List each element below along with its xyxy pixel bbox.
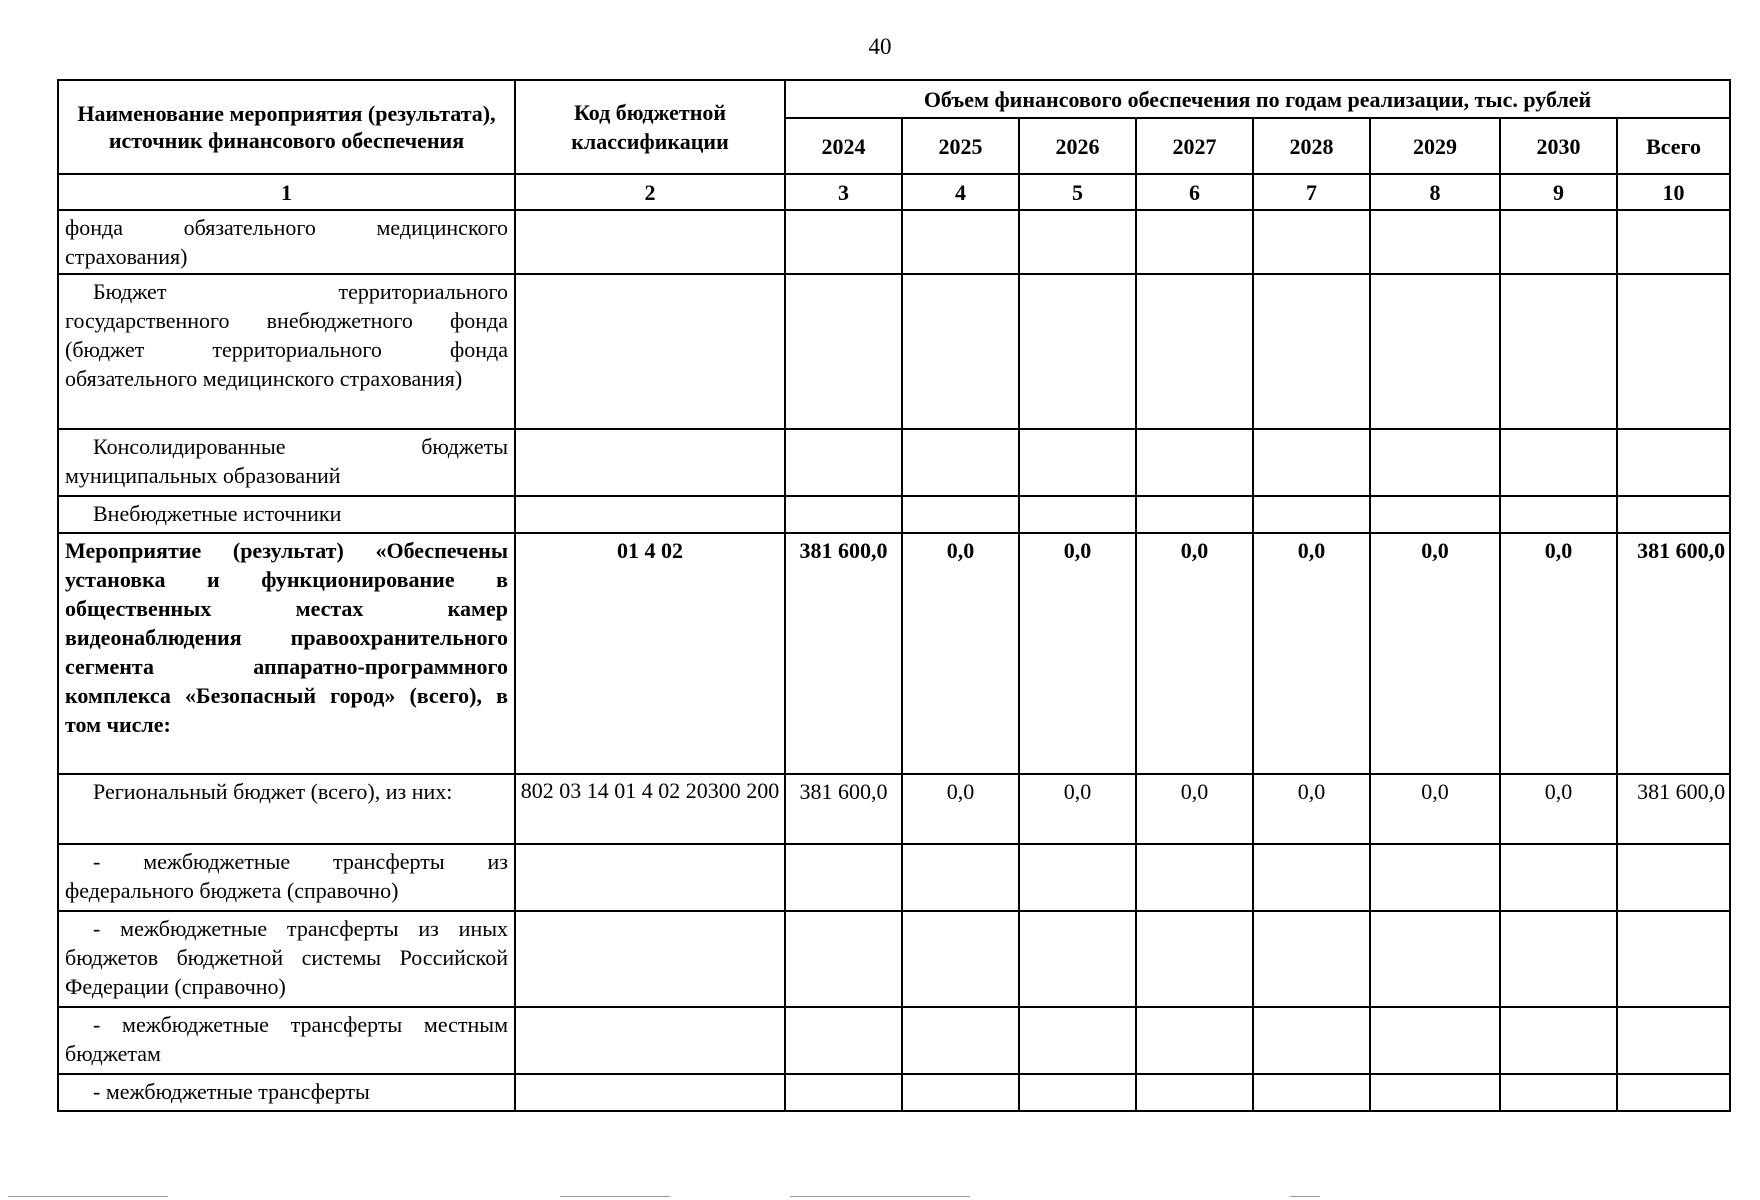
footer-line — [560, 1196, 670, 1197]
row-value — [1136, 496, 1253, 533]
table-row — [58, 429, 1730, 496]
row-value — [1019, 274, 1136, 429]
row-value: 0,0 — [1253, 774, 1370, 844]
table-row — [58, 210, 1730, 274]
financing-table — [57, 79, 1731, 1112]
row-value — [1370, 210, 1500, 274]
row-total — [1617, 911, 1730, 1007]
row-name: Внебюджетные источники — [58, 496, 515, 533]
column-number: 8 — [1370, 174, 1500, 210]
row-name: Региональный бюджет (всего), из них: — [58, 774, 515, 844]
row-value — [785, 429, 902, 496]
row-value — [1370, 274, 1500, 429]
row-value — [1500, 496, 1617, 533]
row-value — [1370, 496, 1500, 533]
row-value — [902, 1007, 1019, 1074]
table-row — [58, 533, 1730, 774]
row-value — [1136, 911, 1253, 1007]
row-value: 0,0 — [1136, 533, 1253, 774]
row-value — [1370, 844, 1500, 911]
row-value — [1500, 1074, 1617, 1111]
row-value — [1253, 210, 1370, 274]
row-code — [515, 911, 785, 1007]
row-value — [1019, 429, 1136, 496]
row-total — [1617, 210, 1730, 274]
table-row — [58, 911, 1730, 1007]
header-year: 2024 — [785, 118, 902, 174]
row-value — [1019, 1074, 1136, 1111]
row-code — [515, 1007, 785, 1074]
row-code — [515, 496, 785, 533]
row-value: 0,0 — [1253, 533, 1370, 774]
row-value — [1253, 496, 1370, 533]
row-name: Консолидированные бюджеты муниципальных образований — [58, 429, 515, 496]
row-value — [1370, 429, 1500, 496]
row-value — [785, 274, 902, 429]
row-name: Бюджет территориального государственного внебюджетного фонда (бюджет территориального фонда обязательного медицинского страхования) — [58, 274, 515, 429]
table-row — [58, 274, 1730, 429]
row-value — [1500, 911, 1617, 1007]
row-value — [1500, 274, 1617, 429]
row-total — [1617, 844, 1730, 911]
row-value — [1019, 911, 1136, 1007]
header-name: Наименование мероприятия (результата), источник финансового обеспечения — [58, 80, 515, 174]
row-value — [902, 844, 1019, 911]
header-year: 2028 — [1253, 118, 1370, 174]
row-value — [1136, 1007, 1253, 1074]
column-number: 6 — [1136, 174, 1253, 210]
row-name: - межбюджетные трансферты из иных бюджетов бюджетной системы Российской Федерации (справочно) — [58, 911, 515, 1007]
row-name: фонда обязательного медицинского страхования) — [58, 210, 515, 274]
header-year: 2027 — [1136, 118, 1253, 174]
row-code — [515, 1074, 785, 1111]
footer-line — [790, 1196, 970, 1197]
row-total — [1617, 1007, 1730, 1074]
footer-line — [1290, 1196, 1320, 1197]
row-name: - межбюджетные трансферты местным бюджетам — [58, 1007, 515, 1074]
row-value — [1500, 1007, 1617, 1074]
column-number: 7 — [1253, 174, 1370, 210]
row-value — [1136, 844, 1253, 911]
row-value — [1253, 1007, 1370, 1074]
row-name: - межбюджетные трансферты из федерального бюджета (справочно) — [58, 844, 515, 911]
row-code — [515, 844, 785, 911]
row-value — [902, 1074, 1019, 1111]
column-number: 9 — [1500, 174, 1617, 210]
row-value: 0,0 — [1019, 774, 1136, 844]
row-value — [902, 429, 1019, 496]
row-total — [1617, 274, 1730, 429]
header-total: Всего — [1617, 118, 1730, 174]
row-total: 381 600,0 — [1617, 533, 1730, 774]
row-total — [1617, 429, 1730, 496]
row-value — [902, 210, 1019, 274]
row-value — [1253, 844, 1370, 911]
row-total: 381 600,0 — [1617, 774, 1730, 844]
row-value — [902, 496, 1019, 533]
row-value — [1253, 1074, 1370, 1111]
row-value — [785, 1007, 902, 1074]
header-year: 2026 — [1019, 118, 1136, 174]
row-code: 802 03 14 01 4 02 20300 200 — [515, 774, 785, 844]
column-number: 5 — [1019, 174, 1136, 210]
table-row — [58, 844, 1730, 911]
row-value — [1370, 1007, 1500, 1074]
row-value — [1019, 844, 1136, 911]
row-value — [1253, 911, 1370, 1007]
row-value — [785, 844, 902, 911]
row-value — [1370, 911, 1500, 1007]
row-value: 381 600,0 — [785, 774, 902, 844]
row-total — [1617, 1074, 1730, 1111]
row-value: 0,0 — [1370, 774, 1500, 844]
header-code: Код бюджетной классификации — [515, 80, 785, 174]
header-volume: Объем финансового обеспечения по годам реализации, тыс. рублей — [785, 80, 1730, 118]
table-body — [58, 210, 1730, 1111]
row-total — [1617, 496, 1730, 533]
row-value — [785, 210, 902, 274]
column-number: 1 — [58, 174, 515, 210]
table-row — [58, 1074, 1730, 1111]
table-row — [58, 1007, 1730, 1074]
header-year: 2030 — [1500, 118, 1617, 174]
row-value — [1019, 210, 1136, 274]
row-value — [902, 274, 1019, 429]
row-value — [1500, 429, 1617, 496]
row-value: 0,0 — [1500, 533, 1617, 774]
row-value: 0,0 — [1370, 533, 1500, 774]
row-name: - межбюджетные трансферты — [58, 1074, 515, 1111]
table-header — [58, 80, 1730, 210]
row-value: 0,0 — [1500, 774, 1617, 844]
row-value — [1136, 274, 1253, 429]
header-year: 2025 — [902, 118, 1019, 174]
table-row — [58, 496, 1730, 533]
table-row — [58, 774, 1730, 844]
row-code — [515, 429, 785, 496]
page-number: 40 — [868, 34, 892, 59]
column-number: 4 — [902, 174, 1019, 210]
row-code — [515, 274, 785, 429]
row-name: Мероприятие (результат) «Обеспечены установка и функционирование в общественных местах камер видеонаблюдения правоохранительного сегмента аппаратно-программного комплекса «Безопасный город» (всего), в том числе: — [58, 533, 515, 774]
row-value: 0,0 — [1019, 533, 1136, 774]
row-value — [785, 496, 902, 533]
footer-line — [8, 1196, 168, 1197]
row-value: 0,0 — [902, 533, 1019, 774]
row-value — [785, 911, 902, 1007]
row-code — [515, 210, 785, 274]
row-value — [785, 1074, 902, 1111]
header-year: 2029 — [1370, 118, 1500, 174]
row-value — [1019, 1007, 1136, 1074]
row-value — [1253, 274, 1370, 429]
column-number: 10 — [1617, 174, 1730, 210]
row-value — [1500, 844, 1617, 911]
row-value — [1370, 1074, 1500, 1111]
row-value — [1253, 429, 1370, 496]
row-value: 381 600,0 — [785, 533, 902, 774]
row-value — [1136, 429, 1253, 496]
row-value — [1019, 496, 1136, 533]
row-value — [1136, 1074, 1253, 1111]
row-value: 0,0 — [902, 774, 1019, 844]
footer-scan-lines — [0, 1196, 1760, 1198]
column-number: 3 — [785, 174, 902, 210]
column-number: 2 — [515, 174, 785, 210]
row-value — [902, 911, 1019, 1007]
row-value — [1136, 210, 1253, 274]
row-value — [1500, 210, 1617, 274]
row-code: 01 4 02 — [515, 533, 785, 774]
row-value: 0,0 — [1136, 774, 1253, 844]
